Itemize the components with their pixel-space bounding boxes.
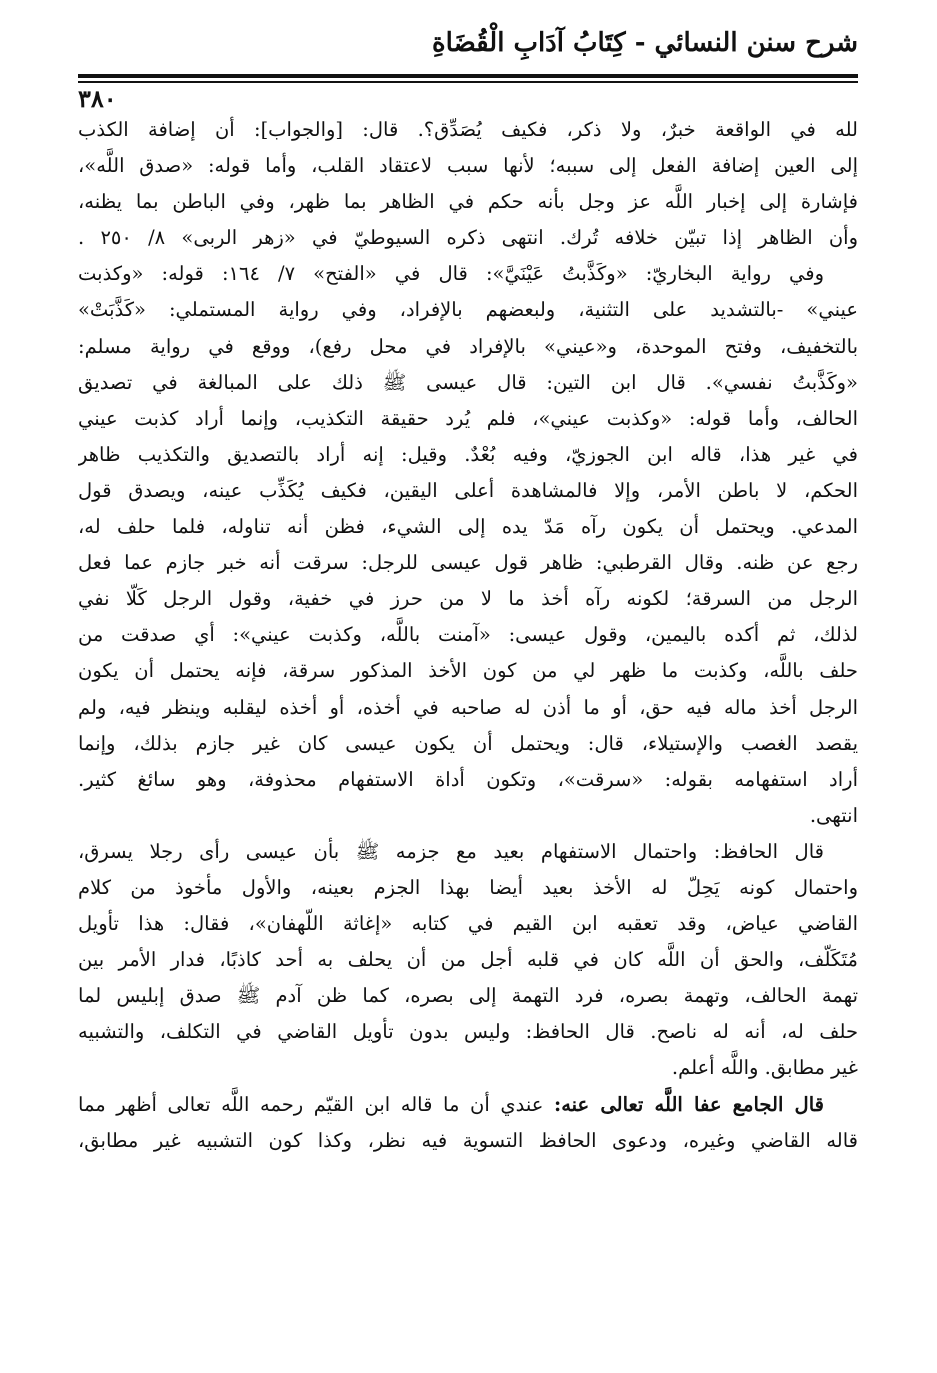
text-line: الحالف، وأما قوله: «وكذبت عيني»، فلم يُرد حقيقة التكذيب، وإنما أراد كذبت عيني	[78, 406, 858, 430]
header-rule-thin	[78, 81, 858, 83]
text-line: فإشارة إلى إخبار اللَّه عز وجل بأنه حكم في الظاهر بما ظهر، وفي الباطن بما يظنه،	[78, 190, 858, 214]
header-rule-thick	[78, 74, 858, 78]
text-line: يقصد الغصب والإستيلاء، قال: ويحتمل أن يكون عيسى كان غير جازم بذلك، وإنما	[78, 731, 858, 755]
page-number: ٣٨٠	[78, 84, 117, 113]
text-line: رجع عن ظنه. وقال القرطبي: ظاهر قول عيسى للرجل: سرقت أنه خبر جازم عما فعل	[78, 551, 858, 575]
text-line: القاضي عياض، وقد تعقبه ابن القيم في كتابه «إغاثة اللّهفان»، فقال: هذا تأويل	[78, 912, 858, 936]
text-line: لذلك، ثم أكده باليمين، وقول عيسى: «آمنت باللَّه، وكذبت عيني»: أي صدقت من	[78, 623, 858, 647]
compiler-lead: قال الجامع عفا اللَّه تعالى عنه:	[554, 1092, 824, 1116]
text-line: الرجل أخذ ماله فيه حق، أو ما أذن له صاحبه في أخذه، أو أخذه ليقلبه وينظر فيه، ولم	[78, 695, 858, 719]
text-line: واحتمال كونه يَحِلّ له الأخذ بعيد أيضا بهذا الجزم بعينه، والأول مأخوذ من كلام	[78, 875, 858, 899]
text-line: بالتخفيف، وفتح الموحدة، و«عيني» بالإفراد في محل رفع)، ووقع في رواية مسلم:	[78, 334, 858, 358]
text-line: قال الحافظ: واحتمال الاستفهام بعيد مع جزمه ﷺ بأن عيسى رأى رجلا يسرق،	[78, 839, 824, 863]
text-line: حلف له، أنه له ناصح. قال الحافظ: وليس بدون تأويل القاضي في التكلف، والتشبيه	[78, 1020, 858, 1044]
text-line: عيني» -بالتشديد على التثنية، ولبعضهم بالإفراد، وفي رواية المستملي: «كَذَّبَتْ»	[78, 298, 858, 322]
text-line: الحكم، لا باطن الأمر، وإلا فالمشاهدة أعلى اليقين، فكيف يُكَذِّب عينه، ويصدق قول	[78, 478, 858, 502]
text-line: حلف باللَّه، وكذبت ما ظهر لي من كون الأخذ المذكور سرقة، فإنه يحتمل أن يكون	[78, 659, 858, 683]
text-line: تهمة الحالف، وتهمة بصره، فرد التهمة إلى بصره، كما ظن آدم ﷺ صدق إبليس لما	[78, 984, 858, 1008]
text-line: وفي رواية البخاريّ: «وكَذَّبتُ عَيْنَيَّ»: قال في «الفتح» ٧/ ١٦٤: قوله: «وكذبت	[78, 262, 824, 286]
text-line: أراد استفهامه بقوله: «سرقت»، وتكون أداة الاستفهام محذوفة، وهو سائغ كثير.	[78, 767, 858, 791]
body-text	[78, 112, 858, 1159]
text-line: «وكَذَّبتُ نفسي». قال ابن التين: قال عيسى ﷺ ذلك على المبالغة في تصديق	[78, 370, 858, 394]
text-line: وأن الظاهر إذا تبيّن خلافه تُرك. انتهى ذكره السيوطيّ في «زهر الربى» ٨/ ٢٥٠ .	[78, 226, 858, 250]
text-line	[78, 1087, 858, 1123]
text-line: قاله القاضي وغيره، ودعوى الحافظ التسوية فيه نظر، وكذا كون التشبيه غير مطابق،	[78, 1128, 858, 1152]
running-title: شرح سنن النسائي - كِتَابُ آدَابِ الْقُضَاةِ	[432, 28, 858, 58]
text-line: في غير هذا، قاله ابن الجوزيّ، وفيه بُعْدٌ. وقيل: إنه أراد بالتصديق والتكذيب ظاهر	[78, 442, 858, 466]
text-line: إلى العين إضافة الفعل إلى سببه؛ لأنها سبب لاعتقاد القلب، وأما قوله: «صدق اللَّه»،	[78, 154, 858, 178]
page-header	[78, 22, 858, 113]
text-line: لله في الواقعة خبرٌ، ولا ذكر، فكيف يُصَدِّق؟. قال: [والجواب]: أن إضافة الكذب	[78, 118, 858, 141]
text-line: مُتَكَلّف، والحق أن اللَّه كان في قلبه أجل من أن يحلف به أحد كاذبًا، فدار الأمر بين	[78, 948, 858, 972]
compiler-note: عندي أن ما قاله ابن القيّم رحمه اللَّه تعالى أظهر مما	[78, 1092, 544, 1116]
text-line: انتهى.	[809, 803, 858, 827]
text-line: غير مطابق. واللَّه أعلم.	[671, 1056, 858, 1080]
text-line: المدعي. ويحتمل أن يكون رآه مَدّ يده إلى الشيء، فظن أنه تناوله، فلما حلف له،	[78, 515, 858, 539]
text-line: الرجل من السرقة؛ لكونه رآه أخذ ما لا من حرز في خفية، وقول الرجل كَلّا نفي	[78, 587, 858, 611]
